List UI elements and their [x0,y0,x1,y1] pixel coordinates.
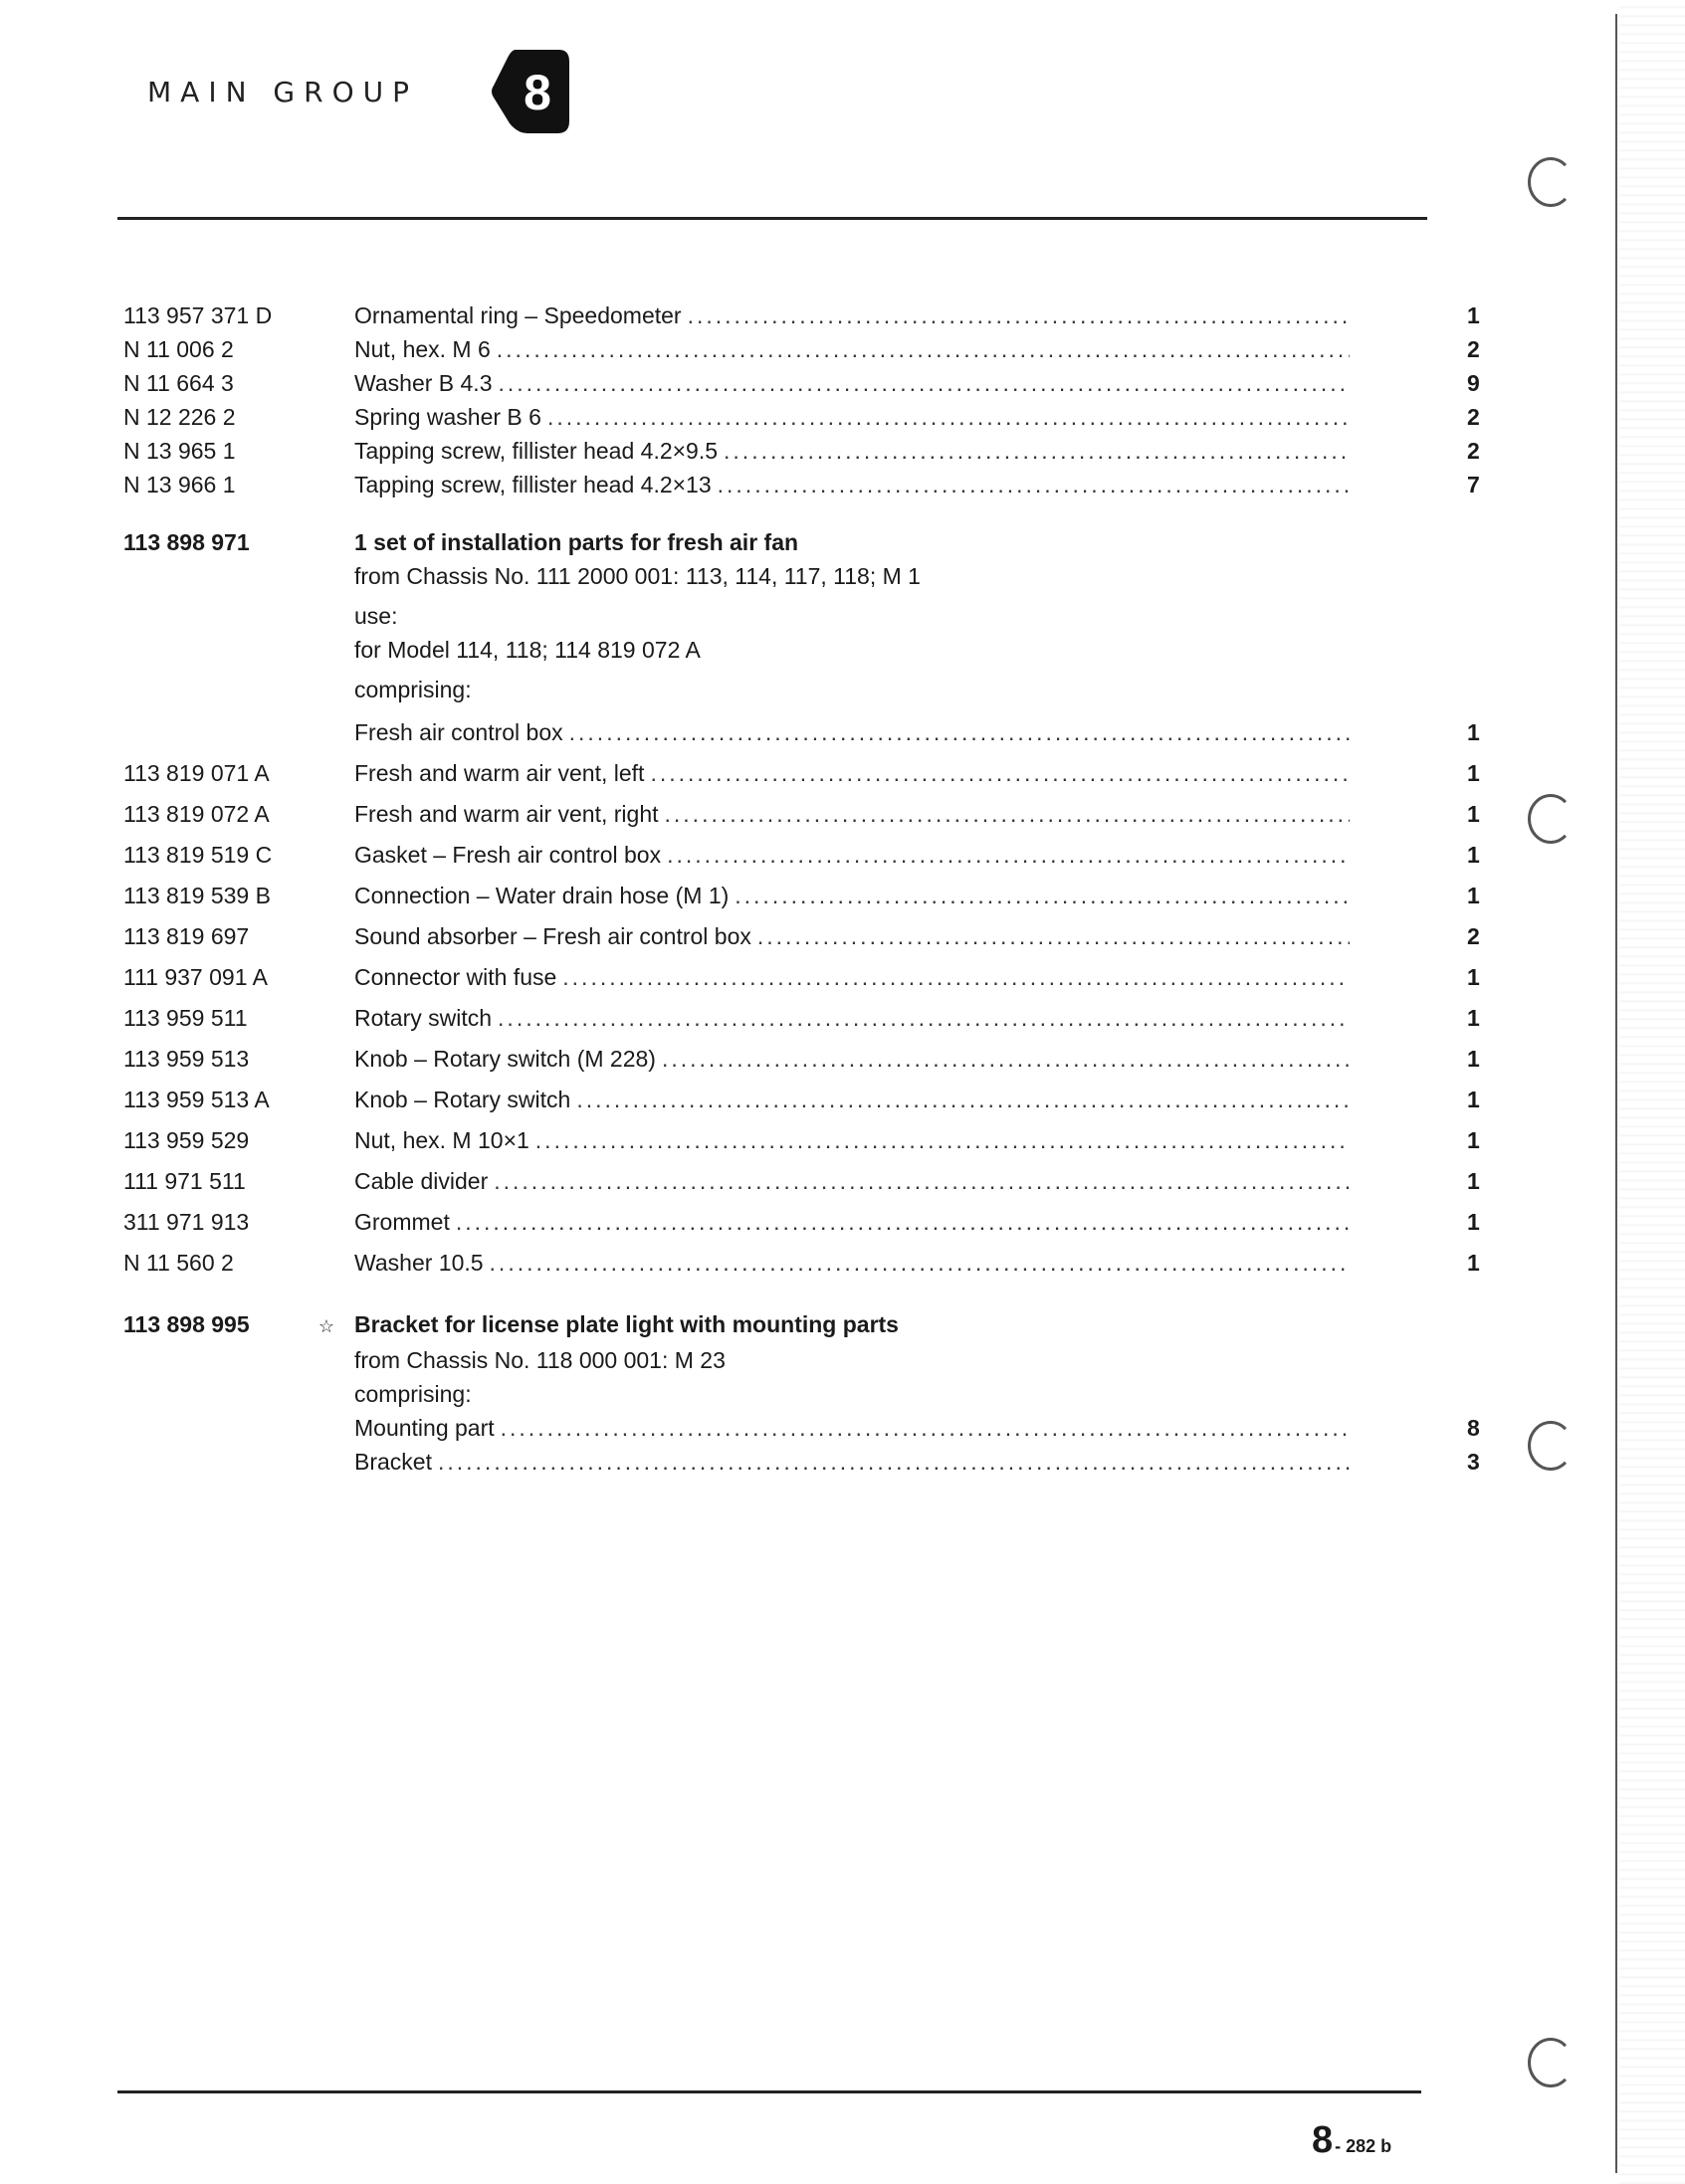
page-number-main: 8 [1312,2119,1334,2161]
set-chassis-row [123,1343,1377,1377]
part-number: N 12 226 2 [123,404,236,430]
dot-leader [665,794,1350,835]
part-quantity: 7 [1467,472,1480,497]
part-quantity: 2 [1467,923,1480,949]
parts-row [123,753,1480,794]
set-comprising-row [123,673,1377,706]
set-header-row [123,1307,1377,1343]
dot-leader [562,957,1350,998]
part-quantity: 1 [1467,1209,1480,1235]
parts-row [123,1161,1480,1202]
header-divider [117,217,1427,220]
dot-leader [757,916,1350,957]
star-marker-icon: ☆ [317,1316,335,1336]
set-chassis-row [123,559,1377,593]
part-description: Sound absorber – Fresh air control box [354,923,751,949]
dot-leader [688,298,1350,332]
set-part-number: 113 898 995 [123,1311,250,1337]
part-description: Ornamental ring – Speedometer [354,302,682,328]
part-description: Tapping screw, fillister head 4.2×9.5 [354,438,719,464]
part-number: 111 937 091 A [123,964,268,990]
set-chassis-note: from Chassis No. 111 2000 001: 113, 114, 117, 118; M 1 [354,563,921,589]
part-number: N 11 006 2 [123,336,234,362]
part-quantity: 1 [1467,964,1480,990]
page-header [147,52,571,131]
part-number: 113 959 513 [123,1046,250,1072]
part-description: Connector with fuse [354,964,557,990]
set-use-row [123,599,1377,633]
footer-divider [117,2090,1421,2093]
punch-hole-icon [1528,2038,1574,2087]
parts-row [123,916,1480,957]
set-comprising-label: comprising: [354,1381,472,1407]
dot-leader [650,753,1350,794]
dot-leader [724,434,1350,468]
punch-hole-icon [1528,1421,1574,1471]
binder-margin [1619,0,1685,2184]
part-quantity: 1 [1467,1127,1480,1153]
parts-list [123,298,1480,1479]
part-description: Bracket [354,1449,432,1475]
part-quantity: 1 [1467,1168,1480,1194]
set-part-number: 113 898 971 [123,529,250,555]
parts-row [123,876,1480,916]
set-comprising-row [123,1377,1377,1411]
set-title: Bracket for license plate light with mounting parts [354,1311,899,1337]
group-number: 8 [524,65,551,120]
part-number: 113 957 371 D [123,302,273,328]
part-number: N 11 664 3 [123,370,234,396]
part-description: Nut, hex. M 6 [354,336,491,362]
parts-row [123,332,1480,366]
part-description: Tapping screw, fillister head 4.2×13 [354,472,712,497]
set-header-row [123,525,1377,559]
parts-row [123,1411,1480,1445]
parts-row [123,957,1480,998]
part-description: Knob – Rotary switch (M 228) [354,1046,656,1072]
part-number: N 11 560 2 [123,1250,234,1276]
part-quantity: 1 [1467,719,1480,745]
parts-row [123,835,1480,876]
parts-row [123,366,1480,400]
dot-leader [501,1411,1350,1445]
part-description: Fresh air control box [354,719,563,745]
main-group-title: MAIN GROUP [147,75,418,108]
dot-leader [498,366,1350,400]
part-number: 113 959 513 A [123,1087,270,1112]
parts-row [123,794,1480,835]
dot-leader [494,1161,1350,1202]
part-number: 311 971 913 [123,1209,250,1235]
punch-hole-icon [1528,794,1574,844]
parts-row [123,1445,1480,1479]
part-quantity: 1 [1467,1005,1480,1031]
dot-leader [456,1202,1350,1243]
part-quantity: 1 [1467,760,1480,786]
dot-leader [535,1120,1350,1161]
punch-hole-icon [1528,157,1574,207]
part-number: 113 819 539 B [123,883,271,908]
part-quantity: 1 [1467,1250,1480,1276]
dot-leader [667,835,1350,876]
part-description: Nut, hex. M 10×1 [354,1127,529,1153]
part-number: 113 959 529 [123,1127,250,1153]
set-use-text-row [123,633,1377,667]
set-comprising-label: comprising: [354,677,472,702]
part-description: Spring washer B 6 [354,404,541,430]
parts-row [123,468,1480,501]
dot-leader [569,712,1350,753]
part-number: 111 971 511 [123,1168,246,1194]
part-number: 113 819 071 A [123,760,270,786]
part-quantity: 2 [1467,438,1480,464]
part-number: N 13 965 1 [123,438,236,464]
set-use-label: use: [354,603,398,629]
parts-row [123,1039,1480,1080]
dot-leader [498,998,1350,1039]
parts-row [123,1243,1480,1284]
part-number: 113 959 511 [123,1005,248,1031]
parts-row [123,1202,1480,1243]
part-number: 113 819 519 C [123,842,273,868]
group-number-badge [488,44,571,139]
part-description: Grommet [354,1209,450,1235]
dot-leader [438,1445,1350,1479]
part-number: 113 819 072 A [123,801,270,827]
part-quantity: 2 [1467,404,1480,430]
part-description: Washer B 4.3 [354,370,493,396]
part-description: Rotary switch [354,1005,493,1031]
part-quantity: 1 [1467,1087,1480,1112]
dot-leader [735,876,1350,916]
parts-row [123,400,1480,434]
set-use-text: for Model 114, 118; 114 819 072 A [354,637,701,663]
part-quantity: 8 [1467,1415,1480,1441]
dot-leader [490,1243,1350,1284]
part-description: Knob – Rotary switch [354,1087,571,1112]
part-description: Fresh and warm air vent, left [354,760,645,786]
part-quantity: 1 [1467,842,1480,868]
parts-row [123,298,1480,332]
dot-leader [576,1080,1350,1120]
page-number-sub: - 282 b [1335,2136,1392,2156]
parts-row [123,1120,1480,1161]
part-quantity: 1 [1467,801,1480,827]
part-quantity: 1 [1467,1046,1480,1072]
part-description: Mounting part [354,1415,495,1441]
set-title: 1 set of installation parts for fresh air fan [354,529,799,555]
parts-row [123,998,1480,1039]
dot-leader [497,332,1350,366]
part-description: Connection – Water drain hose (M 1) [354,883,730,908]
parts-row [123,434,1480,468]
dot-leader [718,468,1350,501]
dot-leader [662,1039,1350,1080]
part-quantity: 9 [1467,370,1480,396]
part-description: Gasket – Fresh air control box [354,842,662,868]
set-chassis-note: from Chassis No. 118 000 001: M 23 [354,1347,726,1373]
part-description: Washer 10.5 [354,1250,484,1276]
part-quantity: 1 [1467,302,1480,328]
part-quantity: 1 [1467,883,1480,908]
page-number [1312,2119,1391,2162]
part-quantity: 2 [1467,336,1480,362]
part-number: N 13 966 1 [123,472,236,497]
part-description: Cable divider [354,1168,489,1194]
dot-leader [547,400,1350,434]
part-quantity: 3 [1467,1449,1480,1475]
part-description: Fresh and warm air vent, right [354,801,659,827]
binder-edge-line [1615,14,1617,2173]
badge-shape-icon [488,44,571,139]
parts-row [123,712,1480,753]
parts-row [123,1080,1480,1120]
part-number: 113 819 697 [123,923,250,949]
